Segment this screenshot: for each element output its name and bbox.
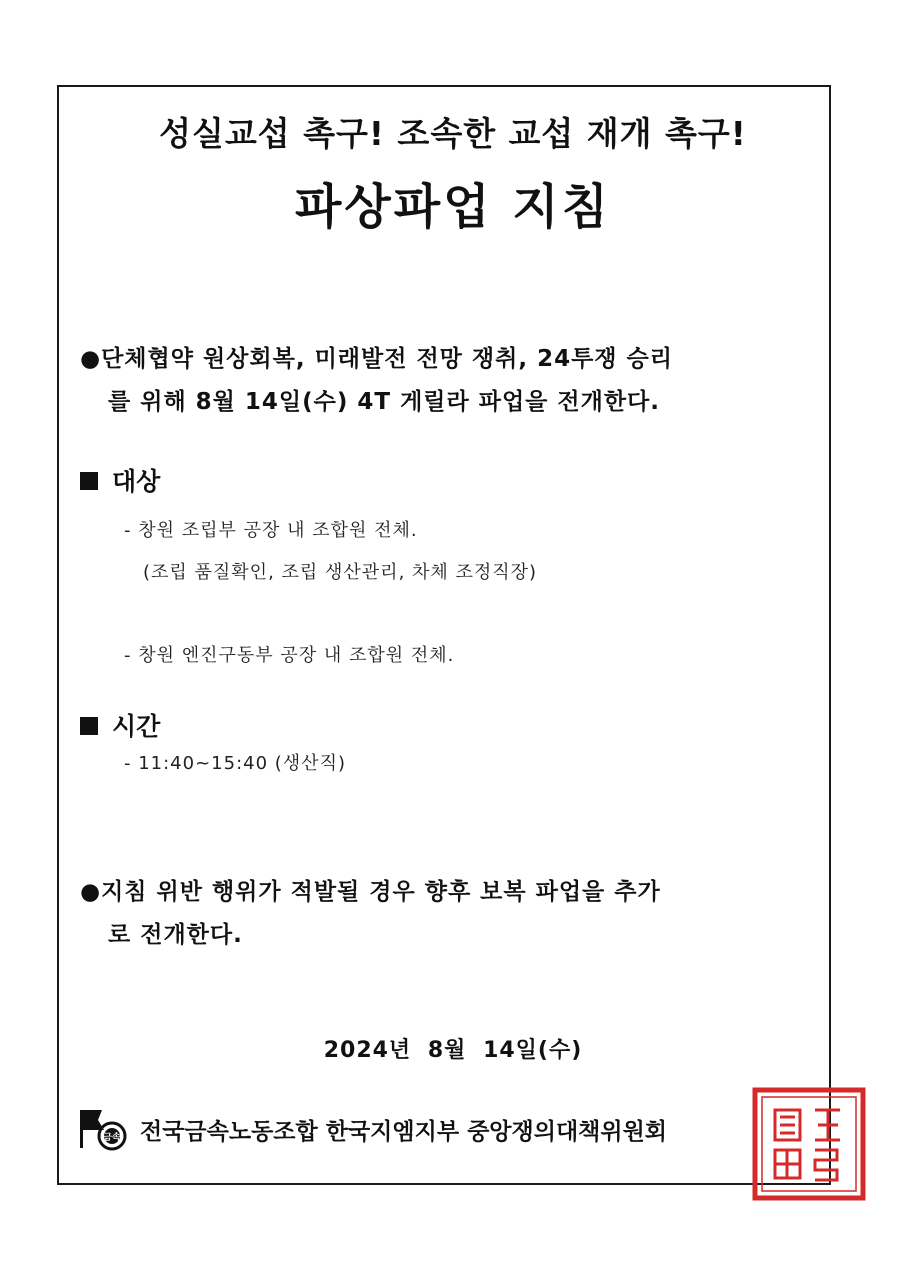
section-time xyxy=(80,707,160,743)
notice2-line1: ●지침 위반 행위가 적발될 경우 향후 보복 파업을 추가 xyxy=(80,879,661,905)
notice1-line2: 를 위해 8월 14일(수) 4T 게릴라 파업을 전개한다. xyxy=(108,389,661,415)
issue-date: 2024년 8월 14일(수) xyxy=(323,1038,583,1063)
section-target xyxy=(80,462,160,498)
official-seal xyxy=(750,1085,868,1203)
time-item: - 11:40~15:40 (생산직) xyxy=(124,753,346,774)
notice1-line1: ●단체협약 원상회복, 미래발전 전망 쟁취, 24투쟁 승리 xyxy=(80,346,673,372)
section-target-heading: 대상 xyxy=(112,467,161,496)
target-item-assembly-detail: (조립 품질확인, 조립 생산관리, 차체 조정직장) xyxy=(143,562,538,583)
svg-text:금속: 금속 xyxy=(103,1133,121,1143)
organization-name: 전국금속노동조합 한국지엠지부 중앙쟁의대책위원회 xyxy=(140,1119,668,1145)
square-bullet-icon xyxy=(80,717,98,735)
main-title: 파상파업 지침 xyxy=(295,179,611,235)
square-bullet-icon xyxy=(80,472,98,490)
notice2-line2: 로 전개한다. xyxy=(108,922,243,948)
target-item-assembly: - 창원 조립부 공장 내 조합원 전체. xyxy=(124,520,418,541)
target-item-engine: - 창원 엔진구동부 공장 내 조합원 전체. xyxy=(124,645,455,666)
union-logo-icon xyxy=(74,1106,134,1152)
section-time-heading: 시간 xyxy=(112,712,161,741)
document-frame xyxy=(57,85,831,1185)
headline: 성실교섭 촉구! 조속한 교섭 재개 촉구! xyxy=(159,114,747,153)
